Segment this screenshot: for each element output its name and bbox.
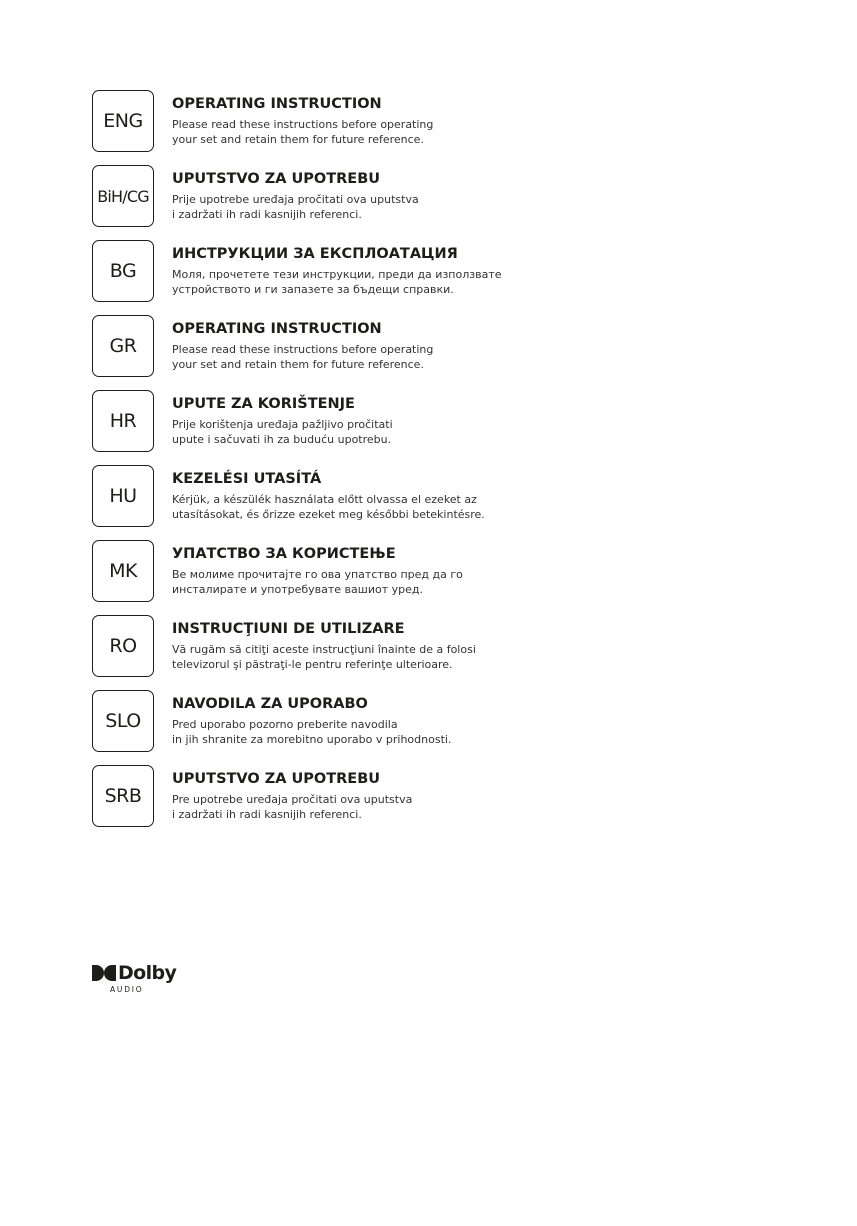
language-entry-bih-cg: [92, 165, 812, 240]
language-entry-mk: [92, 540, 812, 615]
language-text: [172, 695, 812, 747]
instruction-title: ИНСТРУКЦИИ ЗА ЕКСПЛОАТАЦИЯ: [172, 246, 458, 262]
language-entry-gr: [92, 315, 812, 390]
instruction-title: УПАТСТВО ЗА КОРИСТЕЊЕ: [172, 546, 396, 562]
language-code-badge: RO: [92, 615, 154, 677]
instruction-line-2: upute i sačuvati ih za buduću upotrebu.: [172, 433, 392, 446]
instruction-title: UPUTSTVO ZA UPOTREBU: [172, 171, 381, 187]
instruction-line-2: инсталирате и употребувате вашиот уред.: [172, 583, 423, 596]
instruction-line-2: in jih shranite za morebitno uporabo v prihodnosti.: [172, 733, 452, 746]
language-code-badge: SRB: [92, 765, 154, 827]
instruction-title: INSTRUCŢIUNI DE UTILIZARE: [172, 621, 405, 637]
instruction-line-1: Kérjük, a készülék használata előtt olvassa el ezeket az: [172, 493, 477, 506]
language-text: [172, 170, 812, 222]
language-entry-bg: [92, 240, 812, 315]
dolby-audio-logo: [92, 962, 182, 994]
instruction-line-1: Prije korištenja uređaja pažljivo pročitati: [172, 418, 393, 431]
language-code-badge: BiH/CG: [92, 165, 154, 227]
language-text: [172, 545, 812, 597]
instruction-line-2: i zadržati ih radi kasnijih referenci.: [172, 808, 362, 821]
instruction-title: OPERATING INSTRUCTION: [172, 321, 382, 337]
instruction-title: OPERATING INSTRUCTION: [172, 96, 382, 112]
language-text: [172, 470, 812, 522]
language-entry-hr: [92, 390, 812, 465]
language-code-badge: SLO: [92, 690, 154, 752]
language-entry-slo: [92, 690, 812, 765]
language-entry-srb: [92, 765, 812, 840]
instruction-line-1: Pre upotrebe uređaja pročitati ova uputstva: [172, 793, 413, 806]
language-entry-eng: [92, 90, 812, 165]
instruction-line-2: televizorul şi păstraţi-le pentru referinţe ulterioare.: [172, 658, 453, 671]
instruction-line-2: i zadržati ih radi kasnijih referenci.: [172, 208, 362, 221]
dolby-brand-text: Dolby: [118, 962, 177, 984]
language-code-badge: GR: [92, 315, 154, 377]
instruction-line-2: устройството и ги запазете за бъдещи справки.: [172, 283, 454, 296]
instruction-line-1: Ве молиме прочитајте го ова упатство пред да го: [172, 568, 463, 581]
instruction-line-2: utasításokat, és őrizze ezeket meg későbbi betekintésre.: [172, 508, 485, 521]
instruction-title: UPUTE ZA KORIŠTENJE: [172, 396, 355, 412]
language-code-badge: HR: [92, 390, 154, 452]
instruction-line-2: your set and retain them for future reference.: [172, 133, 424, 146]
language-text: [172, 95, 812, 147]
language-code-badge: MK: [92, 540, 154, 602]
language-code-badge: HU: [92, 465, 154, 527]
instruction-title: KEZELÉSI UTASÍTÁ: [172, 471, 322, 487]
instruction-line-1: Моля, прочетете тези инструкции, преди да използвате: [172, 268, 502, 281]
instruction-title: NAVODILA ZA UPORABO: [172, 696, 368, 712]
language-text: [172, 245, 812, 297]
language-entry-hu: [92, 465, 812, 540]
language-text: [172, 395, 812, 447]
instruction-line-1: Prije upotrebe uređaja pročitati ova uputstva: [172, 193, 419, 206]
instruction-line-2: your set and retain them for future reference.: [172, 358, 424, 371]
dolby-double-d-icon: [92, 965, 116, 981]
language-text: [172, 620, 812, 672]
language-entry-ro: [92, 615, 812, 690]
language-text: [172, 770, 812, 822]
instruction-line-1: Please read these instructions before operating: [172, 343, 434, 356]
language-code-badge: ENG: [92, 90, 154, 152]
language-text: [172, 320, 812, 372]
instruction-line-1: Please read these instructions before operating: [172, 118, 434, 131]
instruction-line-1: Pred uporabo pozorno preberite navodila: [172, 718, 398, 731]
language-list: [92, 90, 812, 840]
instruction-title: UPUTSTVO ZA UPOTREBU: [172, 771, 381, 787]
instruction-line-1: Vă rugăm să citiţi aceste instrucţiuni înainte de a folosi: [172, 643, 476, 656]
dolby-audio-text: AUDIO: [110, 985, 144, 994]
dolby-logo-top: [92, 962, 182, 984]
language-code-badge: BG: [92, 240, 154, 302]
